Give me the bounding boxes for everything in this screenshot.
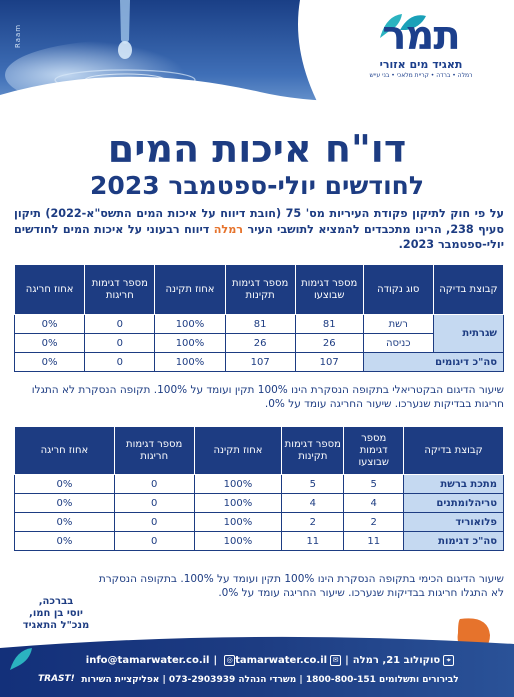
bad-cell: 0 [114,475,194,494]
group-cell: טריהלומתנים [404,494,504,513]
done-cell: 5 [344,475,404,494]
signature-greeting: בברכה, [38,596,74,607]
bad-cell: 0 [114,494,194,513]
table-row [15,334,504,353]
bad-cell: 0 [85,334,155,353]
pct-cell: 100% [194,513,282,532]
done-cell: 4 [344,494,404,513]
table-row [15,475,504,494]
total-label-cell: סה"כ דגימות [404,532,504,551]
table-total-row [15,532,504,551]
badpct-cell: 0% [15,353,85,372]
footer-email[interactable]: info@tamarwater.co.il [85,655,210,666]
pct-cell: 100% [194,475,282,494]
badpct-cell: 0% [15,315,85,334]
badpct-cell: 0% [15,334,85,353]
bad-cell: 0 [114,513,194,532]
badpct-cell: 0% [15,513,115,532]
page-subtitle: לחודשים יולי-ספטמבר 2023 [90,171,424,200]
header-bad-percent: אחוז חריגה [15,427,115,475]
email-icon: ✉ [330,655,341,666]
done-cell: 81 [295,315,363,334]
header-samples-done: מספר דגימות שבוצעו [344,427,404,475]
table-row [15,315,504,334]
page-title: דו"ח איכות המים [107,127,407,171]
footer-contact-line: ⌖סוקולוב 21, רמלה|✉info@tamarwater.co.il | ◎ tamarwater.co.il [70,654,470,668]
pct-cell: 100% [194,494,282,513]
header-test-group: קבוצת בדיקה [404,427,504,475]
pct-cell: 100% [155,353,225,372]
header-samples-ok: מספר דגימות תקינות [282,427,344,475]
header-bad-percent: אחוז חריגה [15,265,85,315]
ok-cell: 26 [225,334,295,353]
bad-cell: 0 [114,532,194,551]
table-header-row [15,265,504,315]
header-samples-ok: מספר דגימות תקינות [225,265,295,315]
ok-cell: 2 [282,513,344,532]
logo-name: תמר [382,13,460,59]
signature-name: יוסי בן חמו, [29,608,83,619]
intro-paragraph [14,206,504,253]
bacteriological-note: שיעור הדיגום הבקטריאלי בתקופה הנסקרת הינו 100% תקין ועומד על 100%. תקופה הנסקרת לא התגלו חריגות בבדיקות שנערכו. שיעור החריגה עומד על 0%. [31,384,504,410]
ok-cell: 81 [225,315,295,334]
logo-subtitle: תאגיד מים אזורי [379,58,463,71]
footer-phone-line: לבירורים ותשלומים 1800-800-151 | משרדי הנהלה 073-2903939 | אפליקציית השירות [81,675,459,685]
table-row [15,513,504,532]
table-row [15,494,504,513]
done-cell: 107 [295,353,363,372]
vertical-label: Raam [14,23,22,48]
group-cell: מתכת ברשת [404,475,504,494]
web-icon: ◎ [224,655,235,666]
chemical-table [14,426,504,551]
header-samples-done: מספר דגימות שבוצעו [295,265,363,315]
pct-cell: 100% [194,532,282,551]
intro-city: רמלה [213,222,244,236]
group-cell: פלואוריד [404,513,504,532]
trast-logo: TRAST! [38,674,75,684]
ok-cell: 5 [282,475,344,494]
footer-address: סוקולוב 21, רמלה [352,655,441,666]
point-cell: כניסה [363,334,433,353]
total-label-cell: סה"כ דיגומים [363,353,503,372]
chemical-note: שיעור הדיגום הכימי בתקופה הנסקרת הינו 100% תקין ועומד על 100%. בתקופה הנסקרת לא התגלו חריגות בבדיקות שנערכו. שיעור החריגה עומד על 0%. [98,573,504,599]
done-cell: 26 [295,334,363,353]
point-cell: רשת [363,315,433,334]
location-icon: ⌖ [443,655,454,666]
done-cell: 2 [344,513,404,532]
pct-cell: 100% [155,334,225,353]
group-cell-routine: שגרתית [433,315,503,353]
signature-title: מנכ"ל התאגיד [22,620,90,631]
header-samples-bad: מספר דגימות חריגות [85,265,155,315]
footer-bar [0,630,514,697]
logo-cities: רמלה • ברדה • קריית מלאכי • בני עייש [369,72,473,79]
done-cell: 11 [344,532,404,551]
ok-cell: 107 [225,353,295,372]
footer-website[interactable]: tamarwater.co.il [235,655,328,666]
header-point-type: סוג נקודה [363,265,433,315]
bad-cell: 0 [85,315,155,334]
intro-text-after: דיווח רבעוני על איכות המים לחודשים יולי-ספטמבר 2023. [14,222,504,251]
tamar-logo [356,14,486,80]
header-test-group: קבוצת בדיקה [433,265,503,315]
badpct-cell: 0% [15,475,115,494]
ok-cell: 11 [282,532,344,551]
signature-block [16,596,96,632]
bacteriological-table [14,264,504,372]
table-header-row [15,427,504,475]
ok-cell: 4 [282,494,344,513]
header-banner [0,0,514,125]
intro-text-before: על פי חוק לתיקון פקודת העיריות מס' 75 (חובת דיווח על איכות המים התשס"א-2022) תיקון סעיף 238, הרינו מתכבדים להמציא לתושבי העיר [14,207,504,236]
header-samples-bad: מספר דגימות חריגות [114,427,194,475]
pct-cell: 100% [155,315,225,334]
header-ok-percent: אחוז תקינה [155,265,225,315]
bad-cell: 0 [85,353,155,372]
badpct-cell: 0% [15,494,115,513]
header-ok-percent: אחוז תקינה [194,427,282,475]
table-total-row [15,353,504,372]
badpct-cell: 0% [15,532,115,551]
